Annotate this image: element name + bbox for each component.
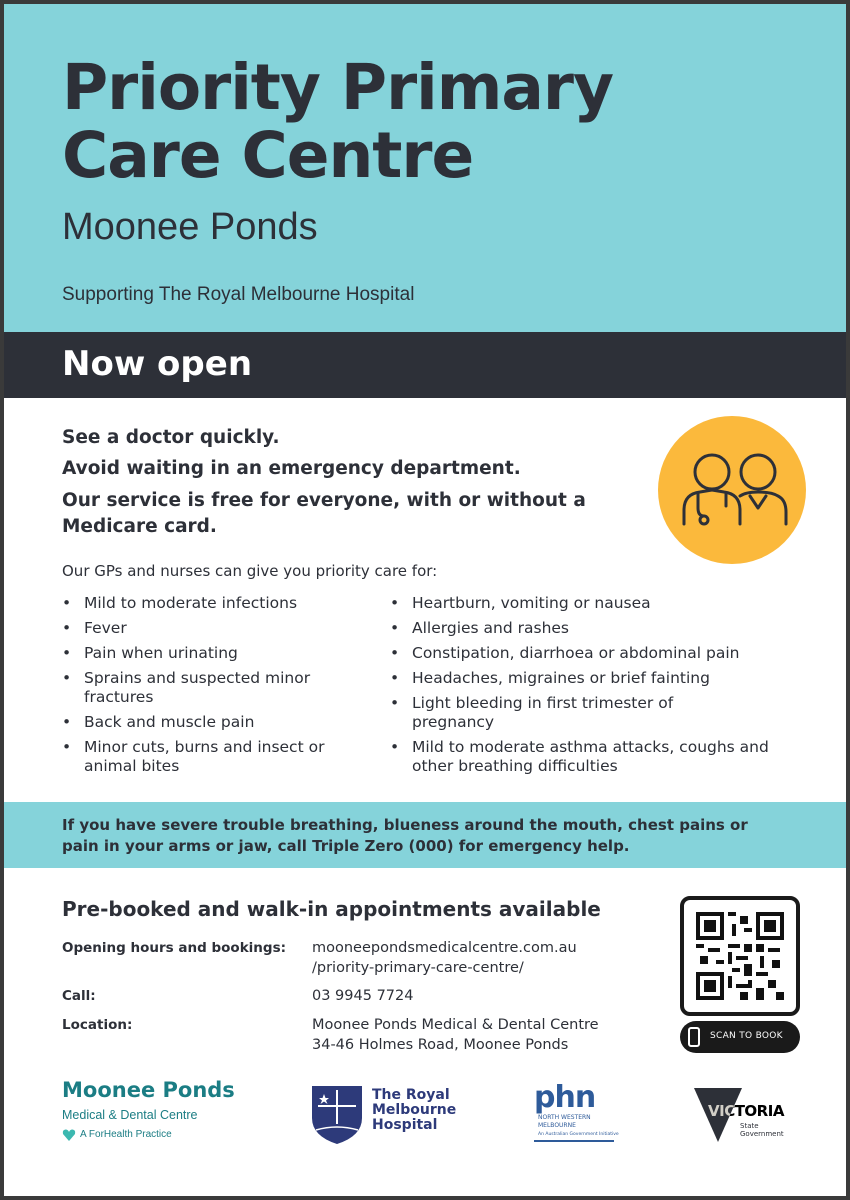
- phn-sub-line-2: MELBOURNE: [538, 1122, 576, 1129]
- list-item: • Minor cuts, burns and insect or animal bites: [62, 738, 372, 776]
- rmh-line-1: The Royal: [372, 1087, 450, 1103]
- vic-logo-word: VICTORIA: [708, 1102, 784, 1120]
- supporting-text: Supporting The Royal Melbourne Hospital: [62, 284, 415, 305]
- lead-line-1: See a doctor quickly.: [62, 427, 280, 448]
- location-line-1: Moonee Ponds Medical & Dental Centre: [312, 1017, 599, 1033]
- vic-sub-line-2: Government: [740, 1130, 784, 1138]
- hours-label: Opening hours and bookings:: [62, 940, 287, 956]
- emergency-warning: [4, 802, 846, 868]
- emergency-warning-text: If you have severe trouble breathing, blueness around the mouth, chest pains or pain in your arms or jaw, call Triple Zero (000) for emergency help.: [62, 816, 748, 855]
- title-line-2: Care Centre: [62, 119, 474, 192]
- call-label: Call:: [62, 988, 96, 1004]
- lead-line-3: Our service is free for everyone, with or without a Medicare card.: [62, 490, 586, 537]
- list-item: • Back and muscle pain: [62, 713, 372, 732]
- list-item: • Sprains and suspected minor fractures: [62, 669, 372, 707]
- list-item: • Fever: [62, 619, 372, 638]
- phn-logo-tag: An Australian Government Initiative: [538, 1132, 619, 1137]
- list-item: • Mild to moderate infections: [62, 594, 372, 613]
- now-open-text: Now open: [62, 344, 253, 384]
- hours-value[interactable]: [312, 938, 652, 978]
- mp-logo-practice: A ForHealth Practice: [80, 1129, 172, 1140]
- healthcare-workers-icon: [658, 416, 806, 564]
- rmh-logo-text: [372, 1088, 482, 1133]
- list-item: • Pain when urinating: [62, 644, 372, 663]
- phn-logo-word: phn: [534, 1080, 596, 1115]
- phone-number[interactable]: 03 9945 7724: [312, 988, 414, 1004]
- appointments-heading: Pre-booked and walk-in appointments available: [62, 897, 601, 921]
- victoria-state-government-logo: [694, 1088, 804, 1144]
- list-item: • Light bleeding in first trimester of pregnancy: [390, 694, 690, 732]
- location-line-2: 34-46 Holmes Road, Moonee Ponds: [312, 1037, 569, 1053]
- location-label: Location:: [62, 1017, 133, 1033]
- list-item: • Heartburn, vomiting or nausea: [390, 594, 820, 613]
- phone-icon: [688, 1027, 700, 1047]
- care-list-left: [62, 594, 372, 782]
- care-intro: Our GPs and nurses can give you priority care for:: [62, 562, 438, 580]
- list-item: • Headaches, migraines or brief fainting: [390, 669, 820, 688]
- hero-section: [4, 4, 846, 332]
- list-item: • Constipation, diarrhoea or abdominal pain: [390, 644, 820, 663]
- list-item: • Allergies and rashes: [390, 619, 820, 638]
- moonee-ponds-logo: [62, 1078, 262, 1148]
- vic-sub-line-1: State: [740, 1122, 759, 1130]
- now-open-banner: [4, 332, 846, 398]
- royal-melbourne-hospital-logo: [310, 1084, 480, 1148]
- phn-logo-bar: [534, 1140, 614, 1142]
- location-value: [312, 1015, 652, 1055]
- mp-logo-name: Moonee Ponds: [62, 1078, 235, 1102]
- qr-code-icon[interactable]: [680, 896, 800, 1016]
- list-item: • Mild to moderate asthma attacks, coughs and other breathing difficulties: [390, 738, 790, 776]
- rmh-shield-icon: [310, 1084, 364, 1146]
- booking-link-line-2: /priority-primary-care-centre/: [312, 960, 524, 976]
- scan-to-book-button[interactable]: [680, 1021, 800, 1053]
- rmh-line-3: Hospital: [372, 1117, 438, 1133]
- page-title: [62, 51, 802, 192]
- care-list-right: [390, 594, 820, 782]
- lead-line-2: Avoid waiting in an emergency department.: [62, 458, 521, 479]
- rmh-line-2: Melbourne: [372, 1102, 457, 1118]
- phn-logo: [534, 1080, 624, 1146]
- page-subtitle: Moonee Ponds: [62, 206, 318, 248]
- heart-icon: [62, 1128, 76, 1142]
- booking-link-line-1: mooneepondsmedicalcentre.com.au: [312, 940, 577, 956]
- scan-to-book-label: SCAN TO BOOK: [710, 1031, 783, 1041]
- mp-logo-sub: Medical & Dental Centre: [62, 1108, 198, 1122]
- phn-logo-sub: [538, 1114, 618, 1130]
- phn-sub-line-1: NORTH WESTERN: [538, 1114, 591, 1121]
- title-line-1: Priority Primary: [62, 51, 614, 124]
- vic-logo-sub: [740, 1122, 784, 1138]
